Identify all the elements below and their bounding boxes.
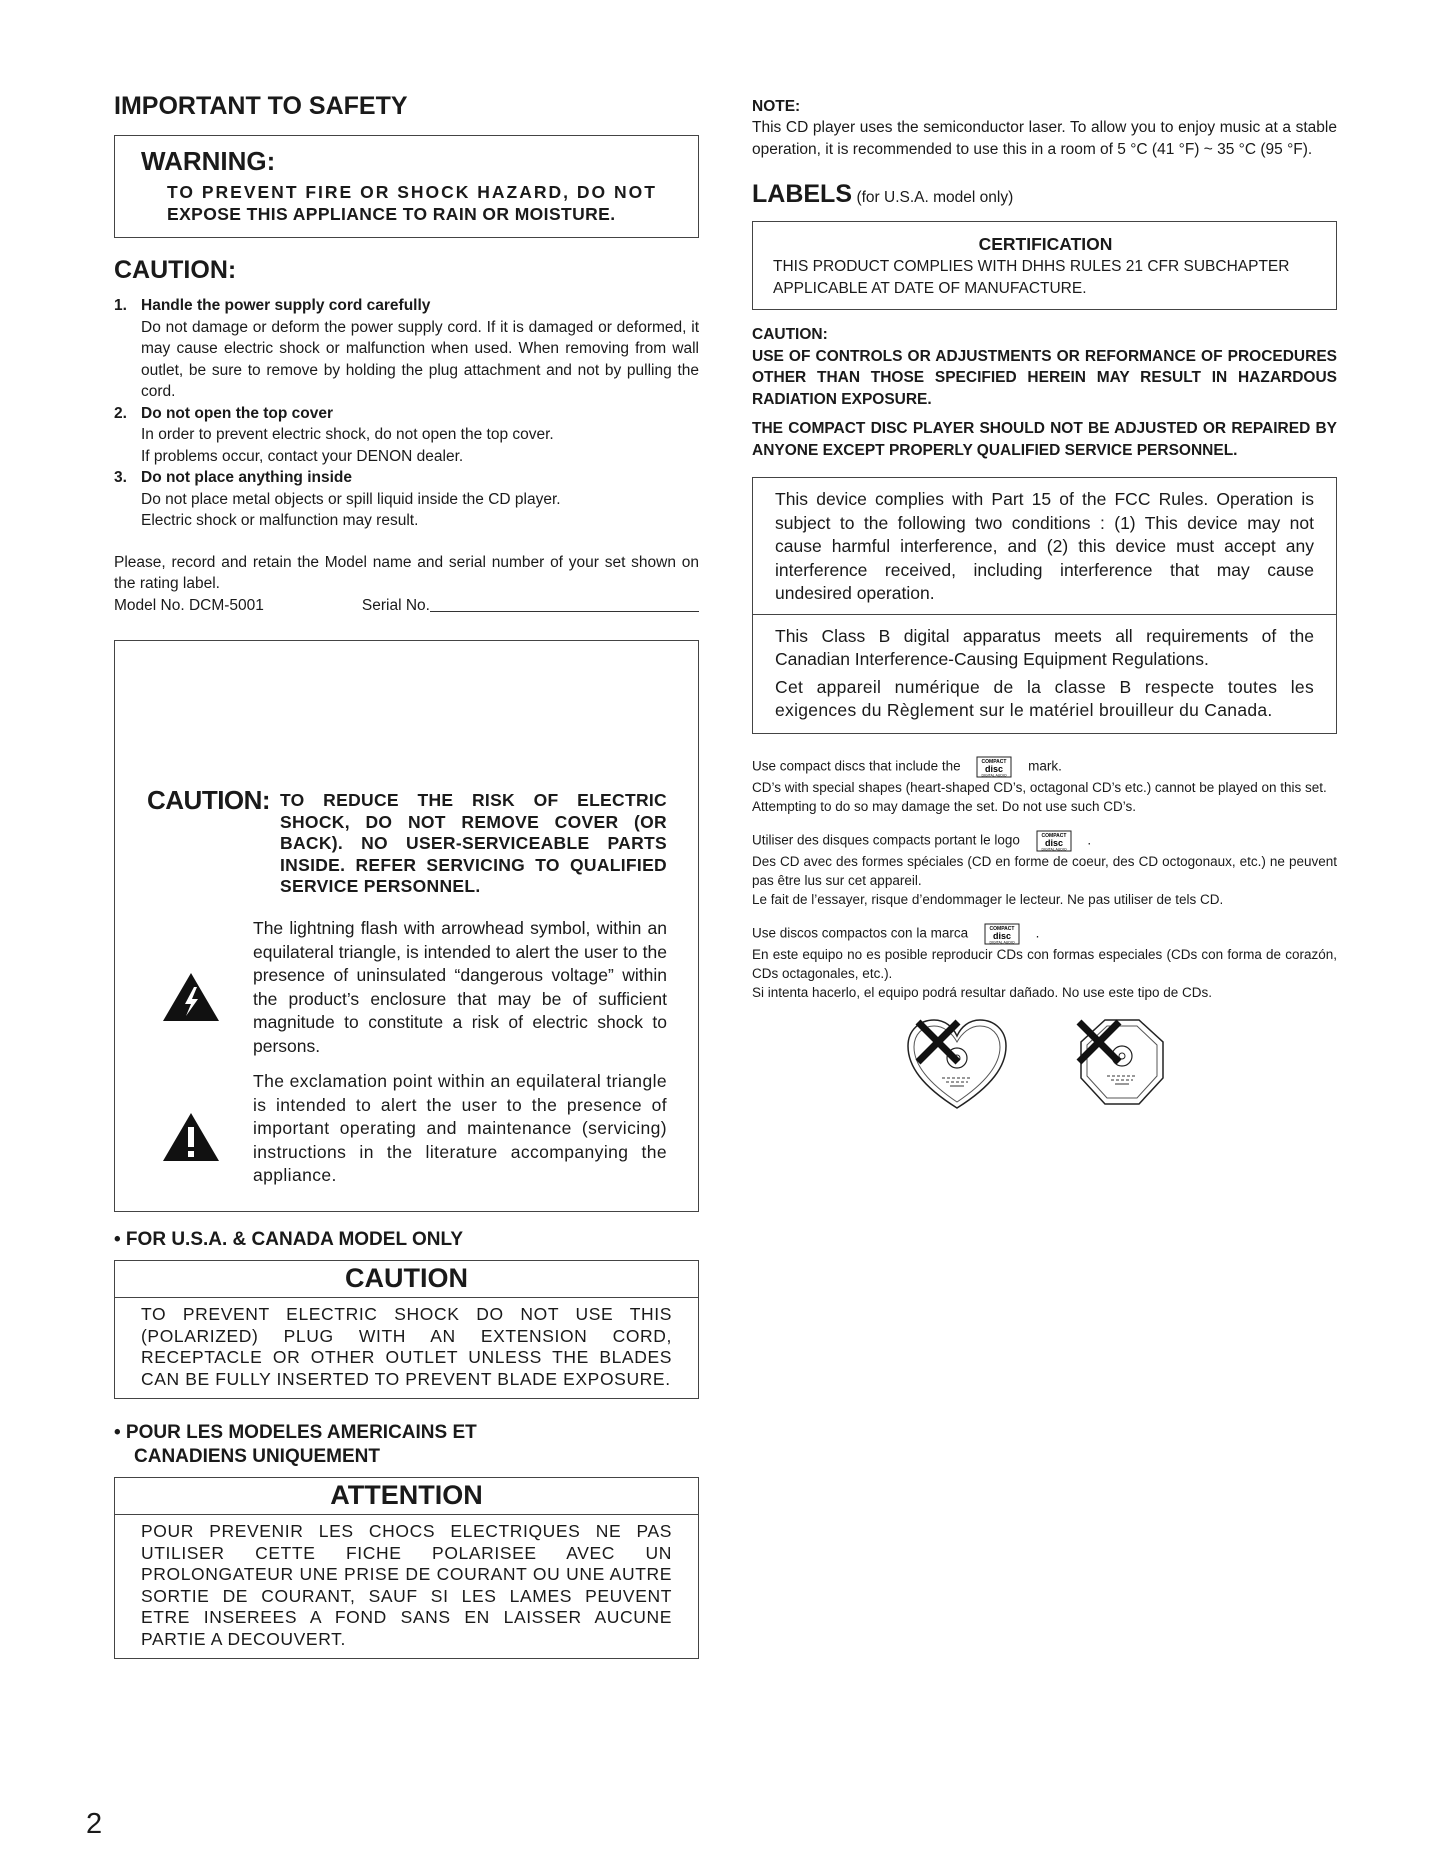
caution-item xyxy=(114,295,699,403)
spanish-use-line xyxy=(752,923,1337,945)
compact-disc-logo-icon xyxy=(984,923,1020,945)
usa-canada-bullet: • FOR U.S.A. & CANADA MODEL ONLY xyxy=(114,1229,464,1250)
svg-text:COMPACT: COMPACT xyxy=(1041,832,1067,839)
warning-title: WARNING: xyxy=(141,146,276,176)
english-shapes-text: CD’s with special shapes (heart-shaped CD’s, octagonal CD’s etc.) cannot be played on this set. xyxy=(752,779,1327,795)
labels-subtitle: (for U.S.A. model only) xyxy=(856,189,1014,206)
item-title: Handle the power supply cord carefully xyxy=(141,297,431,314)
svg-text:DIGITAL AUDIO: DIGITAL AUDIO xyxy=(989,940,1015,944)
compact-disc-logo-icon xyxy=(976,756,1012,778)
attention-title: ATTENTION xyxy=(115,1478,698,1515)
spanish-disc-notice xyxy=(752,923,1337,1002)
svg-text:DIGITAL AUDIO: DIGITAL AUDIO xyxy=(1041,847,1067,851)
attention-text: POUR PREVENIR LES CHOCS ELECTRIQUES NE PAS UTILISER CETTE FICHE POLARISEE AVEC UN PROLONGATEUR UNE PRISE DE COURANT OU UNE AUTRE SORTIE DE COURANT, SAUF SI LES LAMES PEUVENT ETRE INSEREES A FOND SANS EN LAISSER AUCUNE PARTIE A DECOUVERT. xyxy=(141,1521,672,1649)
polarized-caution-text: TO PREVENT ELECTRIC SHOCK DO NOT USE THIS (POLARIZED) PLUG WITH AN EXTENSION CORD, RECEPTACLE OR OTHER OUTLET UNLESS THE BLADES CAN BE FULLY INSERTED TO PREVENT BLADE EXPOSURE. xyxy=(141,1304,672,1389)
polarized-plug-caution-box xyxy=(114,1260,699,1399)
french-models-bullet xyxy=(114,1421,699,1469)
shock-caution xyxy=(147,785,667,898)
svg-text:disc: disc xyxy=(992,930,1011,941)
french-use-line xyxy=(752,830,1337,852)
safety-heading: IMPORTANT TO SAFETY xyxy=(114,92,408,120)
labels-title: LABELS xyxy=(752,180,852,208)
lightning-warning-icon xyxy=(161,971,221,1023)
serial-number-label: Serial No. xyxy=(361,596,430,614)
warning-text xyxy=(141,181,678,225)
exclamation-warning-icon xyxy=(161,1111,221,1163)
svg-text:DIGITAL AUDIO: DIGITAL AUDIO xyxy=(981,773,1007,777)
compact-disc-logo-icon xyxy=(1036,830,1072,852)
spanish-use-text-end: . xyxy=(1035,925,1040,941)
item-number: 1. xyxy=(114,297,127,314)
english-use-text-end: mark. xyxy=(1028,758,1062,774)
spanish-use-text: Use discos compactos con la marca xyxy=(752,925,969,941)
model-number: Model No. DCM-5001 xyxy=(114,596,264,614)
item-number: 3. xyxy=(114,469,127,486)
note-body: This CD player uses the semiconductor laser. To allow you to enjoy music at a stable operation, it is recommended to use this in a room of 5 °C (41 °F) ~ 35 °C (95 °F). xyxy=(752,119,1337,158)
item-number: 2. xyxy=(114,404,127,422)
polarized-caution-title: CAUTION xyxy=(115,1261,698,1298)
model-serial-row xyxy=(114,595,699,617)
spanish-shapes-text: En este equipo no es posible reproducir CDs con formas especiales (CDs con forma de corazón, CDs octagonales, etc.). xyxy=(752,946,1337,981)
lightning-symbol-text: The lightning flash with arrowhead symbol, within an equilateral triangle, is intended to alert the user to the presence of uninsulated “dangerous voltage” within the product’s enclosure that may be of sufficient magnitude to constitute a risk of electric shock to persons. xyxy=(253,918,667,1056)
warning-line-2: EXPOSE THIS APPLIANCE TO RAIN OR MOISTURE. xyxy=(167,204,616,224)
english-use-line xyxy=(752,756,1337,778)
english-use-text: Use compact discs that include the xyxy=(752,758,961,774)
item-body: In order to prevent electric shock, do not open the top cover. xyxy=(141,426,554,443)
fcc-text: This device complies with Part 15 of the FCC Rules. Operation is subject to the following two conditions : (1) This device may not cause harmful interference, and (2) this device must accept any interference received, including interference that may cause undesired operation. xyxy=(775,489,1314,603)
octagonal-disc-prohibited-icon xyxy=(1067,1016,1177,1112)
page-number: 2 xyxy=(86,1808,103,1840)
item-body: Electric shock or malfunction may result. xyxy=(141,512,419,529)
caution-list xyxy=(114,295,699,532)
french-disc-notice xyxy=(752,830,1337,909)
shock-caution-label: CAUTION: xyxy=(147,785,271,815)
canada-french-text: Cet appareil numérique de la classe B respecte toutes les exigences du Règlement sur le matériel brouilleur du Canada. xyxy=(775,676,1314,720)
certification-text: THIS PRODUCT COMPLIES WITH DHHS RULES 21 CFR SUBCHAPTER APPLICABLE AT DATE OF MANUFACTURE. xyxy=(773,258,1290,297)
french-shapes-text: Des CD avec des formes spéciales (CD en forme de coeur, des CD octogonaux, etc.) ne peuvent pas être lus sur cet appareil. xyxy=(752,853,1337,888)
odd-shaped-discs-illustration xyxy=(752,1016,1337,1116)
svg-text:COMPACT: COMPACT xyxy=(989,925,1015,932)
spanish-damage-text: Si intenta hacerlo, el equipo podrá resultar dañado. No use este tipo de CDs. xyxy=(752,984,1213,1000)
shock-caution-box xyxy=(114,640,699,1212)
record-text: Please, record and retain the Model name and serial number of your set shown on the rating label. xyxy=(114,553,699,592)
right-column xyxy=(752,96,1337,1116)
caution-item xyxy=(114,403,699,468)
canada-english-text: This Class B digital apparatus meets all requirements of the Canadian Interference-Causing Equipment Regulations. xyxy=(753,614,1336,674)
french-damage-text: Le fait de l’essayer, risque d’endommager le lecteur. Ne pas utiliser de tels CD. xyxy=(752,891,1224,907)
svg-text:COMPACT: COMPACT xyxy=(981,758,1007,765)
french-bullet-line-2: CANADIENS UNIQUEMENT xyxy=(134,1446,380,1467)
laser-caution-title: CAUTION: xyxy=(752,326,828,343)
item-body: Do not damage or deform the power supply cord. If it is damaged or deformed, it may cause electric shock or malfunction when used. When removing from wall outlet, be sure to remove by holding the plug attachment and not by pulling the cord. xyxy=(141,318,699,400)
french-use-text: Utiliser des disques compacts portant le logo xyxy=(752,832,1020,848)
item-body: Do not place metal objects or spill liquid inside the CD player. xyxy=(141,490,561,508)
labels-heading xyxy=(752,180,1337,209)
english-damage-text: Attempting to do so may damage the set. Do not use such CD’s. xyxy=(752,798,1136,814)
fcc-box xyxy=(752,477,1337,734)
attention-box xyxy=(114,1477,699,1659)
warning-box xyxy=(114,135,699,238)
item-body: If problems occur, contact your DENON dealer. xyxy=(141,447,464,465)
exclamation-symbol-text: The exclamation point within an equilateral triangle is intended to alert the user to the presence of important operating and maintenance (servicing) instructions in the literature accompanying the appliance. xyxy=(253,1071,667,1185)
heart-shaped-disc-prohibited-icon xyxy=(902,1016,1012,1112)
svg-text:disc: disc xyxy=(985,763,1004,774)
caution-item xyxy=(114,467,699,532)
caution-heading: CAUTION: xyxy=(114,256,237,284)
item-title: Do not place anything inside xyxy=(141,469,352,486)
shock-caution-text: TO REDUCE THE RISK OF ELECTRIC SHOCK, DO NOT REMOVE COVER (OR BACK). NO USER-SERVICEABLE PARTS INSIDE. REFER SERVICING TO QUALIFIED SERVICE PERSONNEL. xyxy=(280,790,667,896)
svg-text:disc: disc xyxy=(1044,837,1063,848)
warning-line-1: TO PREVENT FIRE OR SHOCK HAZARD, DO NOT xyxy=(167,182,657,202)
left-column xyxy=(114,92,699,1659)
serial-number-line xyxy=(430,595,699,613)
certification-box xyxy=(752,221,1337,310)
french-bullet-line-1: • POUR LES MODELES AMERICAINS ET xyxy=(114,1422,477,1443)
french-use-text-end: . xyxy=(1087,832,1092,848)
item-title: Do not open the top cover xyxy=(141,404,334,422)
note-title: NOTE: xyxy=(752,98,801,115)
laser-caution-text: USE OF CONTROLS OR ADJUSTMENTS OR REFORMANCE OF PROCEDURES OTHER THAN THOSE SPECIFIED HEREIN MAY RESULT IN HAZARDOUS RADIATION EXPOSURE. xyxy=(752,347,1337,408)
certification-title: CERTIFICATION xyxy=(978,234,1113,254)
laser-caution-text-2: THE COMPACT DISC PLAYER SHOULD NOT BE ADJUSTED OR REPAIRED BY ANYONE EXCEPT PROPERLY QUALIFIED SERVICE PERSONNEL. xyxy=(752,420,1337,459)
laser-caution xyxy=(752,324,1337,461)
english-disc-notice xyxy=(752,756,1337,816)
